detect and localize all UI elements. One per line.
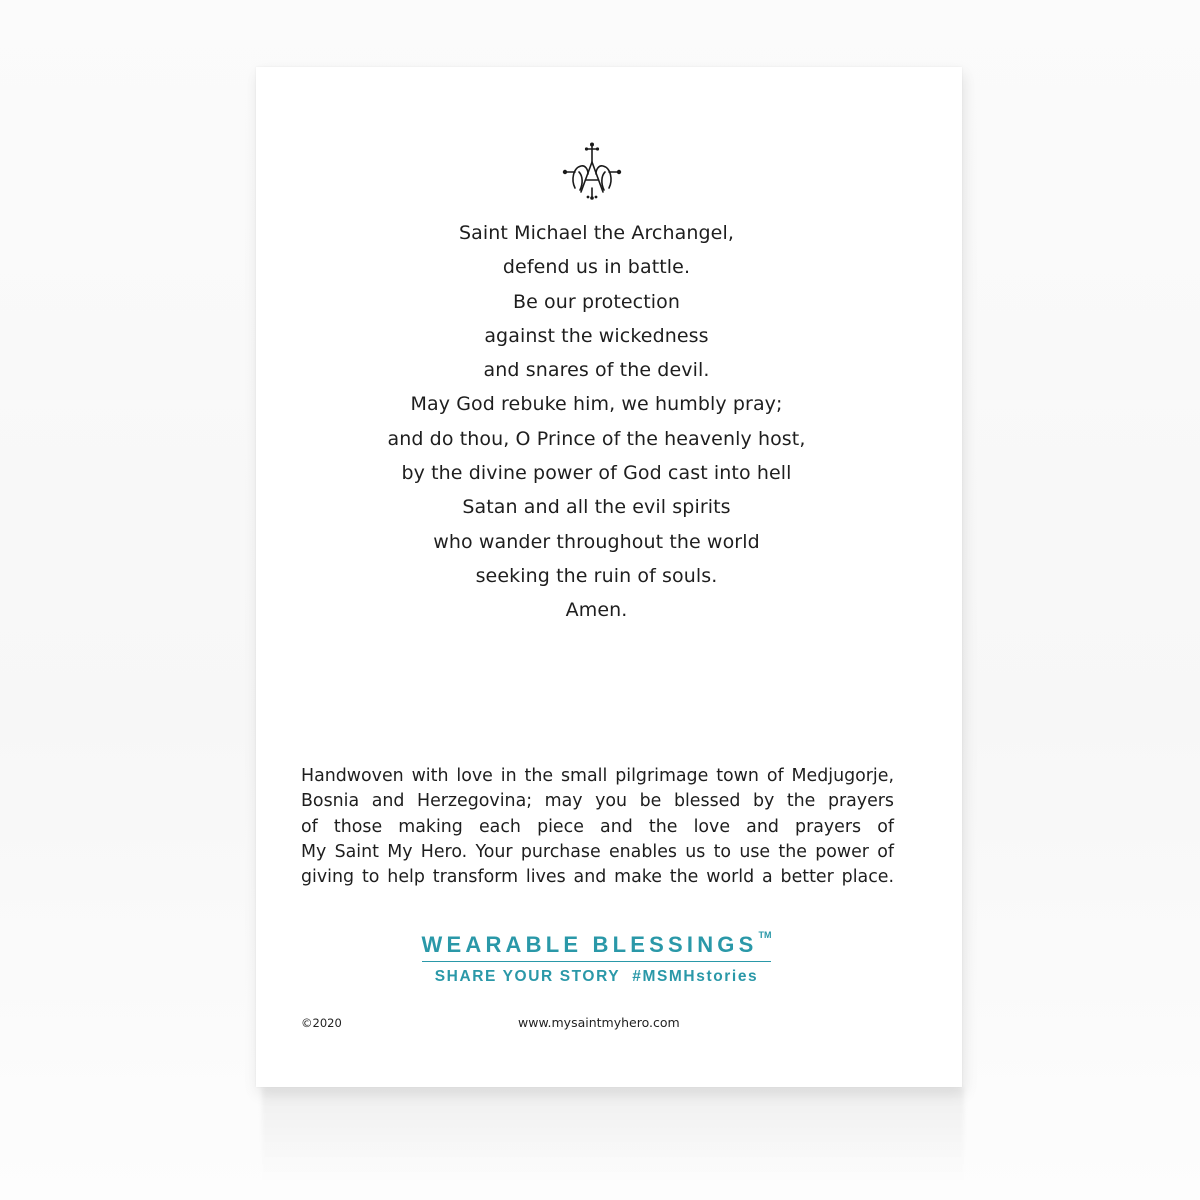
prayer-line: defend us in battle. <box>502 256 691 279</box>
prayer-line: who wander throughout the world <box>433 530 760 553</box>
prayer-line: by the divine power of God cast into hell <box>401 462 792 485</box>
marian-monogram-icon <box>561 142 623 200</box>
prayer-line: Saint Michael the Archangel, <box>459 222 734 244</box>
website-url: www.mysaintmyhero.com <box>518 1015 680 1030</box>
prayer-line: May God rebuke him, we humbly pray; <box>410 393 783 416</box>
prayer-text <box>300 216 893 628</box>
trademark-mark: TM <box>758 930 772 940</box>
brand-title-text: WEARABLE BLESSINGS <box>421 932 758 957</box>
copyright-text: ©2020 <box>301 1016 342 1030</box>
prayer-line: Be our protection <box>512 290 681 313</box>
prayer-line: against the wickedness <box>484 324 709 347</box>
prayer-line: seeking the ruin of souls. <box>475 564 718 587</box>
brand-block <box>300 932 893 986</box>
prayer-line: Amen. <box>565 599 628 622</box>
about-line: Bosnia and Herzegovina; may you be blessed by the prayers <box>301 791 894 812</box>
prayer-line: and do thou, O Prince of the heavenly host, <box>387 427 806 450</box>
prayer-line: and snares of the devil. <box>483 359 710 382</box>
about-line: giving to help transform lives and make the world a better place. <box>301 867 894 888</box>
about-line: My Saint My Hero. Your purchase enables us to use the power of <box>301 841 894 862</box>
tagline-share: SHARE YOUR STORY <box>434 968 621 985</box>
brand-tagline <box>300 968 893 986</box>
brand-title <box>422 932 772 962</box>
about-line: of those making each piece and the love and prayers of <box>301 816 894 837</box>
tagline-hashtag: #MSMHstories <box>632 968 759 985</box>
about-paragraph <box>301 764 894 890</box>
about-line: Handwoven with love in the small pilgrimage town of Medjugorje, <box>301 766 894 786</box>
card-shadow <box>262 1087 964 1183</box>
prayer-line: Satan and all the evil spirits <box>462 496 731 519</box>
